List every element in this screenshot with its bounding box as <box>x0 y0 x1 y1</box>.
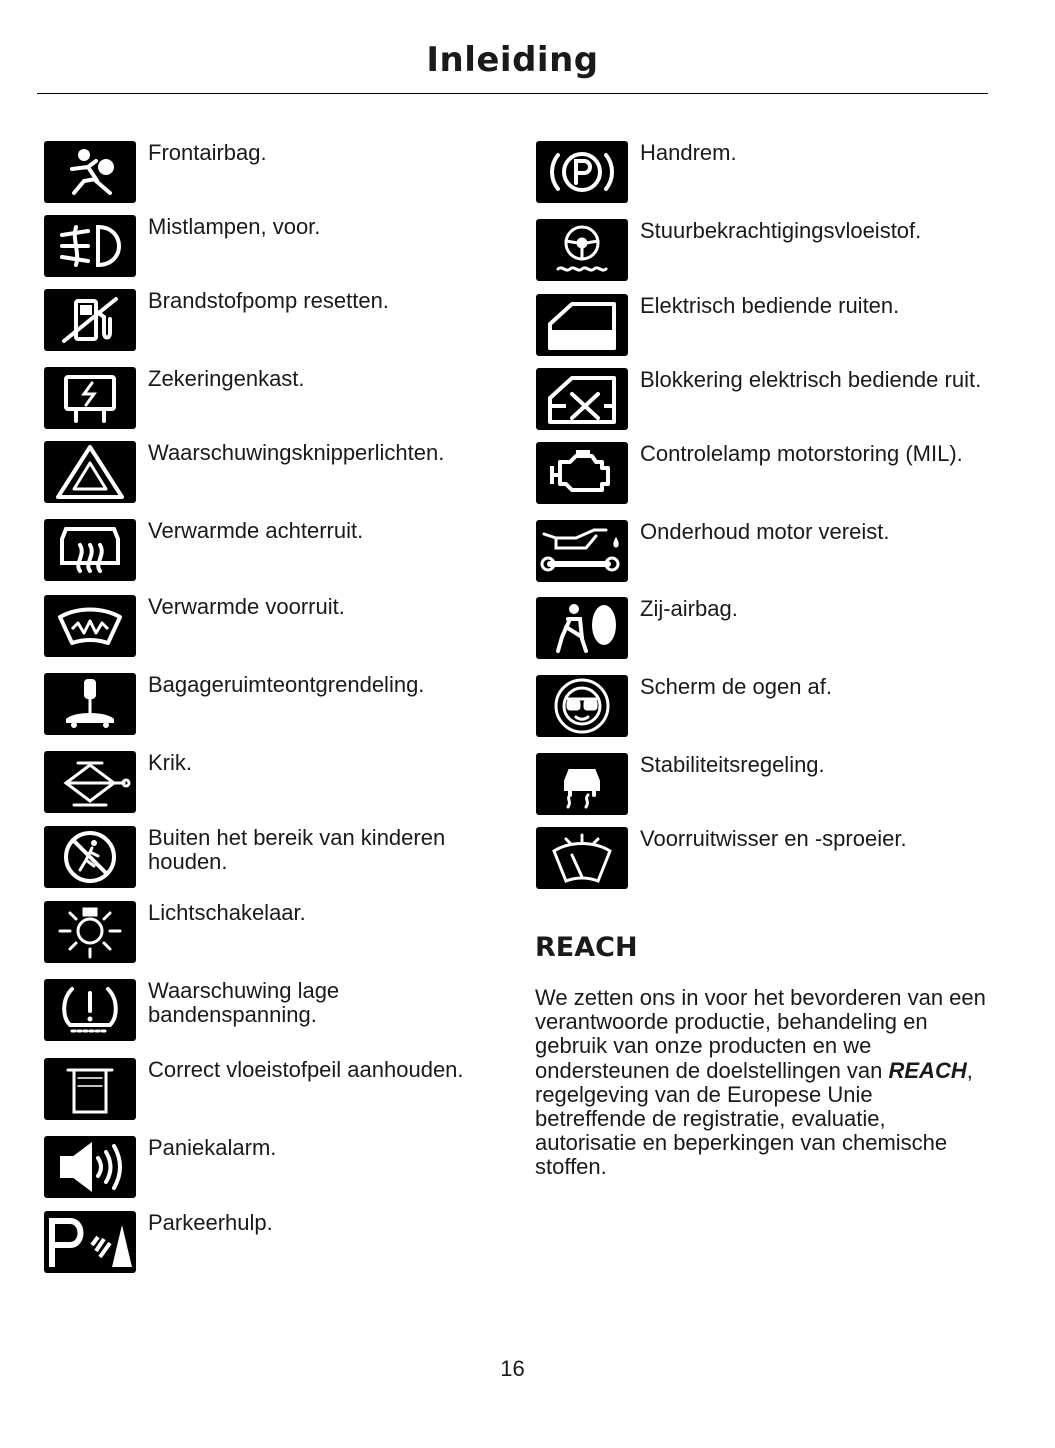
shield-eyes-icon <box>536 675 628 737</box>
symbol-label: Scherm de ogen af. <box>640 674 833 699</box>
page-number: 16 <box>500 1356 525 1381</box>
symbol-label: Voorruitwisser en -sproeier. <box>640 826 907 851</box>
symbol-label: Lichtschakelaar. <box>148 900 306 925</box>
fuse-box-icon <box>44 367 136 429</box>
symbol-label: Zij-airbag. <box>640 596 738 621</box>
symbol-label: Waarschuwing lage bandenspanning. <box>148 978 340 1027</box>
engine-check-icon <box>536 442 628 504</box>
panic-alarm-icon <box>44 1136 136 1198</box>
symbol-label: Stabiliteitsregeling. <box>640 752 825 777</box>
symbol-label: Verwarmde voorruit. <box>148 594 345 619</box>
light-switch-icon <box>44 901 136 963</box>
front-fog-lamp-icon <box>44 215 136 277</box>
windscreen-defrost-icon <box>44 595 136 657</box>
header-divider <box>37 93 988 94</box>
symbol-label: Handrem. <box>640 140 737 165</box>
symbol-label: Zekeringenkast. <box>148 366 305 391</box>
symbol-label: Onderhoud motor vereist. <box>640 519 890 544</box>
reach-heading: REACH <box>535 932 638 963</box>
engine-service-icon <box>536 520 628 582</box>
parking-brake-icon <box>536 141 628 203</box>
rear-window-defrost-icon <box>44 519 136 581</box>
symbol-label: Waarschuwingsknipperlichten. <box>148 440 445 465</box>
page-title: Inleiding <box>426 40 599 80</box>
fuel-pump-reset-icon <box>44 289 136 351</box>
power-window-lock-icon <box>536 368 628 430</box>
symbol-label: Elektrisch bediende ruiten. <box>640 293 900 318</box>
trunk-release-icon <box>44 673 136 735</box>
airbag-icon <box>44 141 136 203</box>
reach-emphasis: REACH <box>888 1057 967 1083</box>
parking-aid-icon <box>44 1211 136 1273</box>
stability-control-icon <box>536 753 628 815</box>
power-window-icon <box>536 294 628 356</box>
hazard-warning-icon <box>44 441 136 503</box>
power-steering-fluid-icon <box>536 219 628 281</box>
symbol-label: Verwarmde achterruit. <box>148 518 364 543</box>
reach-paragraph <box>535 986 987 1180</box>
side-airbag-icon <box>536 597 628 659</box>
symbol-label: Krik. <box>148 750 192 775</box>
symbol-label: Parkeerhulp. <box>148 1210 273 1235</box>
symbol-label: Stuurbekrachtigingsvloeistof. <box>640 218 922 243</box>
symbol-label: Blokkering elektrisch bediende ruit. <box>640 367 982 392</box>
wiper-washer-icon <box>536 827 628 889</box>
symbol-label: Controlelamp motorstoring (MIL). <box>640 441 963 466</box>
symbol-label: Buiten het bereik van kinderen houden. <box>148 825 446 874</box>
symbol-label: Brandstofpomp resetten. <box>148 288 389 313</box>
symbol-label: Frontairbag. <box>148 140 267 165</box>
symbol-label: Mistlampen, voor. <box>148 214 321 239</box>
reach-text-after: , regelgeving van de Europese Unie betreffende de registratie, evaluatie, autorisatie en beperkingen van chemische stoffen. <box>535 1057 973 1180</box>
keep-away-from-children-icon <box>44 826 136 888</box>
tire-pressure-warning-icon <box>44 979 136 1041</box>
symbol-label: Correct vloeistofpeil aanhouden. <box>148 1057 464 1082</box>
reach-text-before: We zetten ons in voor het bevorderen van een verantwoorde productie, behandeling en gebruik van onze producten en we ondersteunen de doelstellingen van <box>535 985 986 1083</box>
symbol-label: Bagageruimteontgrendeling. <box>148 672 425 697</box>
symbol-label: Paniekalarm. <box>148 1135 277 1160</box>
jack-icon <box>44 751 136 813</box>
fluid-level-icon <box>44 1058 136 1120</box>
